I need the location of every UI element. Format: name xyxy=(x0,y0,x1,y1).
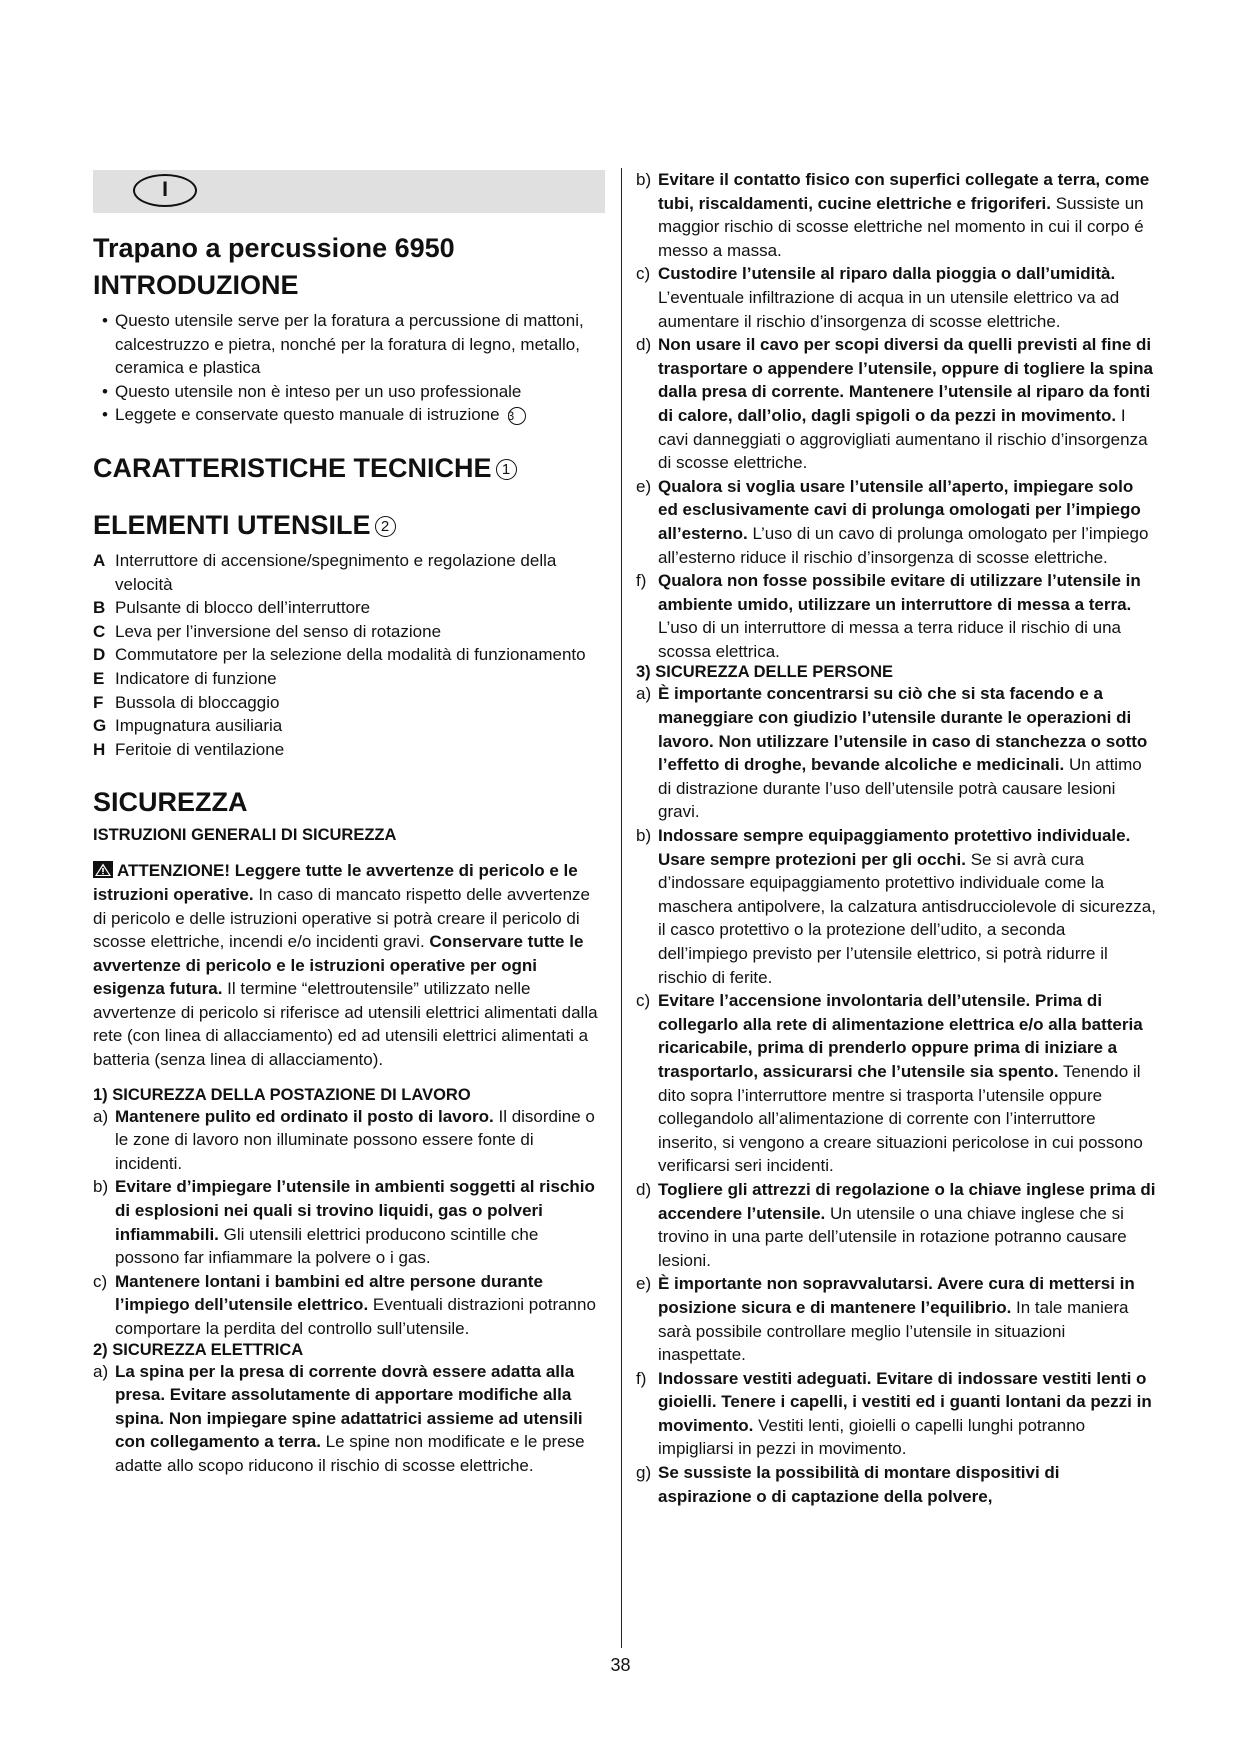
elements-heading-text: ELEMENTI UTENSILE xyxy=(93,509,371,540)
workplace-rules xyxy=(93,1105,605,1341)
rule-text: I cavi danneggiati o aggrovigliati aumentano il rischio d’insorgenza di scosse elettriche. xyxy=(658,405,1148,473)
rule-bold: È importante concentrarsi su ciò che si sta facendo e a maneggiare con giudizio l’utensile durante le operazioni di lavoro. Non utilizzare l’utensile in caso di stanchezza o sotto l’effetto di droghe, bevande alcoliche e medicinali. xyxy=(658,684,1148,775)
general-safety-heading: ISTRUZIONI GENERALI DI SICUREZZA xyxy=(93,826,397,845)
intro-bullet xyxy=(93,309,605,380)
rule-item xyxy=(636,989,1156,1178)
part-letter: B xyxy=(93,598,106,618)
rule-item xyxy=(636,1367,1156,1461)
warning-icon xyxy=(93,861,113,878)
rule-bold: Custodire l’utensile al riparo dalla pioggia o dall’umidità. xyxy=(658,264,1116,284)
warning-bold-1: ATTENZIONE! Leggere tutte le avvertenze di pericolo e le istruzioni operative. xyxy=(93,861,578,904)
rule-item xyxy=(93,1105,605,1176)
rule-index: c) xyxy=(636,991,651,1011)
part-letter: H xyxy=(93,739,106,759)
electrical-rules xyxy=(93,1360,605,1478)
language-bar xyxy=(93,170,605,213)
rule-index: a) xyxy=(93,1106,109,1126)
safety-heading: SICUREZZA xyxy=(93,787,248,818)
part-text: Impugnatura ausiliaria xyxy=(115,716,283,736)
part-letter: D xyxy=(93,645,106,665)
rule-bold: È importante non sopravvalutarsi. Avere cura di mettersi in posizione sicura e di mantenere l’equilibrio. xyxy=(658,1274,1135,1317)
rule-item xyxy=(93,1360,605,1478)
part-item xyxy=(93,667,605,691)
rule-index: a) xyxy=(636,684,652,704)
intro-bullet-text: Leggete e conservate questo manuale di istruzione xyxy=(115,405,500,425)
part-text: Interruttore di accensione/spegnimento e regolazione della velocità xyxy=(115,550,557,594)
rule-bold: Evitare d’impiegare l’utensile in ambienti soggetti al rischio di esplosioni nei quali si trovino liquidi, gas o polveri infiammabili. xyxy=(115,1177,595,1244)
rule-text: Un utensile o una chiave inglese che si trovino in una parte dell’utensile in rotazione potranno causare lesioni. xyxy=(658,1203,1127,1270)
part-letter: C xyxy=(93,621,106,641)
rule-text: L’uso di un cavo di prolunga omologato per l’impiego all’esterno riduce il rischio d’insorgenza di scosse elettriche. xyxy=(658,523,1149,567)
part-text: Indicatore di funzione xyxy=(115,668,277,688)
part-text: Leva per l’inversione del senso di rotazione xyxy=(115,621,442,641)
rule-index: e) xyxy=(636,476,652,496)
part-item xyxy=(93,691,605,715)
tech-heading-text: CARATTERISTICHE TECNICHE xyxy=(93,452,492,483)
part-text: Pulsante di blocco dell’interruttore xyxy=(115,598,371,618)
rule-index: d) xyxy=(636,335,652,355)
rule-item xyxy=(636,824,1156,989)
rule-index: f) xyxy=(636,1368,647,1388)
warning-bold-2: Conservare tutte le avvertenze di pericolo e le istruzioni operative per ogni esigenza futura. xyxy=(93,932,584,999)
parts-list xyxy=(93,549,605,761)
part-item xyxy=(93,643,605,667)
rule-bold: Evitare il contatto fisico con superfici collegate a terra, come tubi, riscaldamenti, cucine elettriche e frigoriferi. xyxy=(658,170,1150,213)
rule-index: b) xyxy=(636,826,652,846)
rule-item xyxy=(636,569,1156,663)
rule-bold: Togliere gli attrezzi di regolazione o la chiave inglese prima di accendere l’utensile. xyxy=(658,1179,1156,1223)
rule-bold: Qualora non fosse possibile evitare di utilizzare l’utensile in ambiente umido, utilizzare un interruttore di messa a terra. xyxy=(658,571,1141,614)
rule-text: Il disordine o le zone di lavoro non illuminate possono essere fonte di incidenti. xyxy=(115,1106,595,1173)
rule-item xyxy=(636,262,1156,333)
rule-bold: Non usare il cavo per scopi diversi da quelli previsti al fine di trasportare o appendere l’utensile, oppure di togliere la spina dalla presa di corrente. Mantenere l’utensile al riparo da fonti di calore, dall’olio, dagli spigoli o da pezzi in movimento. xyxy=(658,335,1154,425)
electrical-rules-continued xyxy=(636,168,1156,663)
part-letter: E xyxy=(93,668,105,688)
rule-item xyxy=(636,682,1156,824)
part-item xyxy=(93,549,605,596)
intro-bullet-text: Questo utensile non è inteso per un uso professionale xyxy=(115,381,522,401)
rule-text: Gli utensili elettrici producono scintille che possono far infiammare la polvere o i gas. xyxy=(115,1224,539,1268)
warning-text-2: Il termine “elettroutensile” utilizzato nelle avvertenze di pericolo si riferisce ad utensili elettrici alimentati dalla rete (con linea di allacciamento) ed ad utensili elettrici alimentati a batteria (senza linea di allacciamento). xyxy=(93,979,598,1070)
elements-heading xyxy=(93,510,605,541)
personal-safety-heading: 3) SICUREZZA DELLE PERSONE xyxy=(636,663,893,682)
intro-bullet xyxy=(93,380,605,404)
right-column xyxy=(636,168,1156,1508)
rule-item xyxy=(93,1270,605,1341)
part-letter: A xyxy=(93,550,106,570)
intro-list xyxy=(93,309,605,427)
column-divider xyxy=(621,168,622,1648)
part-item xyxy=(93,714,605,738)
rule-index: c) xyxy=(636,264,651,284)
warning-paragraph xyxy=(93,859,605,1071)
rule-text: Sussiste un maggior rischio di scosse elettriche nel momento in cui il corpo é messo a massa. xyxy=(658,193,1144,260)
rule-text: L’eventuale infiltrazione di acqua in un utensile elettrico va ad aumentare il rischio d’insorgenza di scosse elettriche. xyxy=(658,287,1120,331)
rule-item xyxy=(636,1461,1156,1508)
part-letter: G xyxy=(93,716,107,736)
part-item xyxy=(93,620,605,644)
rule-index: c) xyxy=(93,1271,108,1291)
rule-text: Vestiti lenti, gioielli o capelli lunghi potranno impigliarsi in pezzi in movimento. xyxy=(658,1415,1086,1459)
page-number: 38 xyxy=(610,1655,631,1675)
electrical-heading: 2) SICUREZZA ELETTRICA xyxy=(93,1340,304,1359)
rule-index: b) xyxy=(93,1177,109,1197)
rule-bold: Indossare vestiti adeguati. Evitare di indossare vestiti lenti o gioielli. Tenere i capelli, i vestiti ed i guanti lontani da pezzi in movimento. xyxy=(658,1368,1152,1435)
part-text: Feritoie di ventilazione xyxy=(115,739,285,759)
intro-heading: INTRODUZIONE xyxy=(93,270,299,300)
figure-ref-badge: 1 xyxy=(496,459,517,480)
rule-item xyxy=(636,475,1156,569)
rule-index: b) xyxy=(636,170,652,189)
workplace-heading: 1) SICUREZZA DELLA POSTAZIONE DI LAVORO xyxy=(93,1085,471,1104)
part-text: Commutatore per la selezione della modalità di funzionamento xyxy=(115,645,586,665)
rule-text: Tenendo il dito sopra l’interruttore mentre si trasporta l’utensile oppure collegandolo all’alimentazione di corrente con l’interruttore inserito, si vengono a creare situazioni pericolose in cui possono verificarsi seri incidenti. xyxy=(658,1061,1143,1176)
figure-ref-badge: 2 xyxy=(375,516,396,537)
rule-text: Eventuali distrazioni potranno comportare la perdita del controllo sull’utensile. xyxy=(115,1295,596,1338)
rule-text: Un attimo di distrazione durante l’uso dell’utensile potrà causare lesioni gravi. xyxy=(658,755,1142,822)
document-title: Trapano a percussione 6950 xyxy=(93,233,455,263)
rule-text: In tale maniera sarà possibile controllare meglio l’utensile in situazioni inaspettate. xyxy=(658,1297,1129,1365)
part-item xyxy=(93,596,605,620)
rule-index: g) xyxy=(636,1463,652,1483)
rule-text: Le spine non modificate e le prese adatte allo scopo riducono il rischio di scosse elettriche. xyxy=(115,1432,585,1475)
rule-index: d) xyxy=(636,1179,652,1199)
personal-rules xyxy=(636,682,1156,1508)
language-badge: I xyxy=(133,174,197,207)
warning-text-1: In caso di mancato rispetto delle avvertenze di pericolo e delle istruzioni operative si potrà creare il pericolo di scosse elettriche, incendi e/o incidenti gravi. xyxy=(93,884,590,952)
left-column xyxy=(93,170,605,1478)
intro-bullet xyxy=(93,403,605,427)
rule-bold: Indossare sempre equipaggiamento protettivo individuale. Usare sempre protezioni per gli occhi. xyxy=(658,826,1131,869)
rule-item xyxy=(636,1178,1156,1272)
rule-bold: Qualora si voglia usare l’utensile all’aperto, impiegare solo ed esclusivamente cavi di prolunga omologati per l’impiego all’esterno. xyxy=(658,476,1141,543)
rule-text: L’uso di un interruttore di messa a terra riduce il rischio di una scossa elettrica. xyxy=(658,618,1122,661)
intro-bullet-text: Questo utensile serve per la foratura a percussione di mattoni, calcestruzzo e pietra, nonché per la foratura di legno, metallo, ceramica e plastica xyxy=(115,311,584,378)
rule-index: e) xyxy=(636,1274,652,1294)
rule-bold: La spina per la presa di corrente dovrà essere adatta alla presa. Evitare assolutamente di apportare modifiche alla spina. Non impiegare spine adattatrici assieme ad utensili con collegamento a terra. xyxy=(115,1361,583,1452)
rule-bold: Se sussiste la possibilità di montare dispositivi di aspirazione o di captazione della polvere, xyxy=(658,1463,1060,1506)
rule-bold: Mantenere pulito ed ordinato il posto di lavoro. xyxy=(115,1106,494,1126)
rule-item xyxy=(636,168,1156,262)
part-item xyxy=(93,738,605,762)
rule-text: Se si avrà cura d’indossare equipaggiamento protettivo individuale come la maschera antipolvere, la calzatura antisdrucciolevole di sicurezza, il casco protettivo o la protezione dell’udito, a seconda dell’impiego previsto per l’utensile elettrico, si potrà ridurre il rischio di ferite. xyxy=(658,849,1156,987)
rule-index: f) xyxy=(636,571,647,591)
rule-bold: Evitare l’accensione involontaria dell’utensile. Prima di collegarlo alla rete di alimentazione elettrica e/o alla batteria ricaricabile, prima di prenderlo oppure prima di iniziare a trasportarlo, assicurarsi che l’utensile sia spento. xyxy=(658,991,1143,1081)
rule-bold: Mantenere lontani i bambini ed altre persone durante l’impiego dell’utensile elettrico. xyxy=(115,1271,543,1315)
rule-item xyxy=(93,1175,605,1269)
rule-item xyxy=(636,333,1156,475)
rule-index: a) xyxy=(93,1361,109,1381)
part-letter: F xyxy=(93,692,104,712)
figure-ref-badge: 3 xyxy=(508,407,526,425)
rule-item xyxy=(636,1272,1156,1366)
part-text: Bussola di bloccaggio xyxy=(115,692,280,712)
tech-heading xyxy=(93,453,605,484)
